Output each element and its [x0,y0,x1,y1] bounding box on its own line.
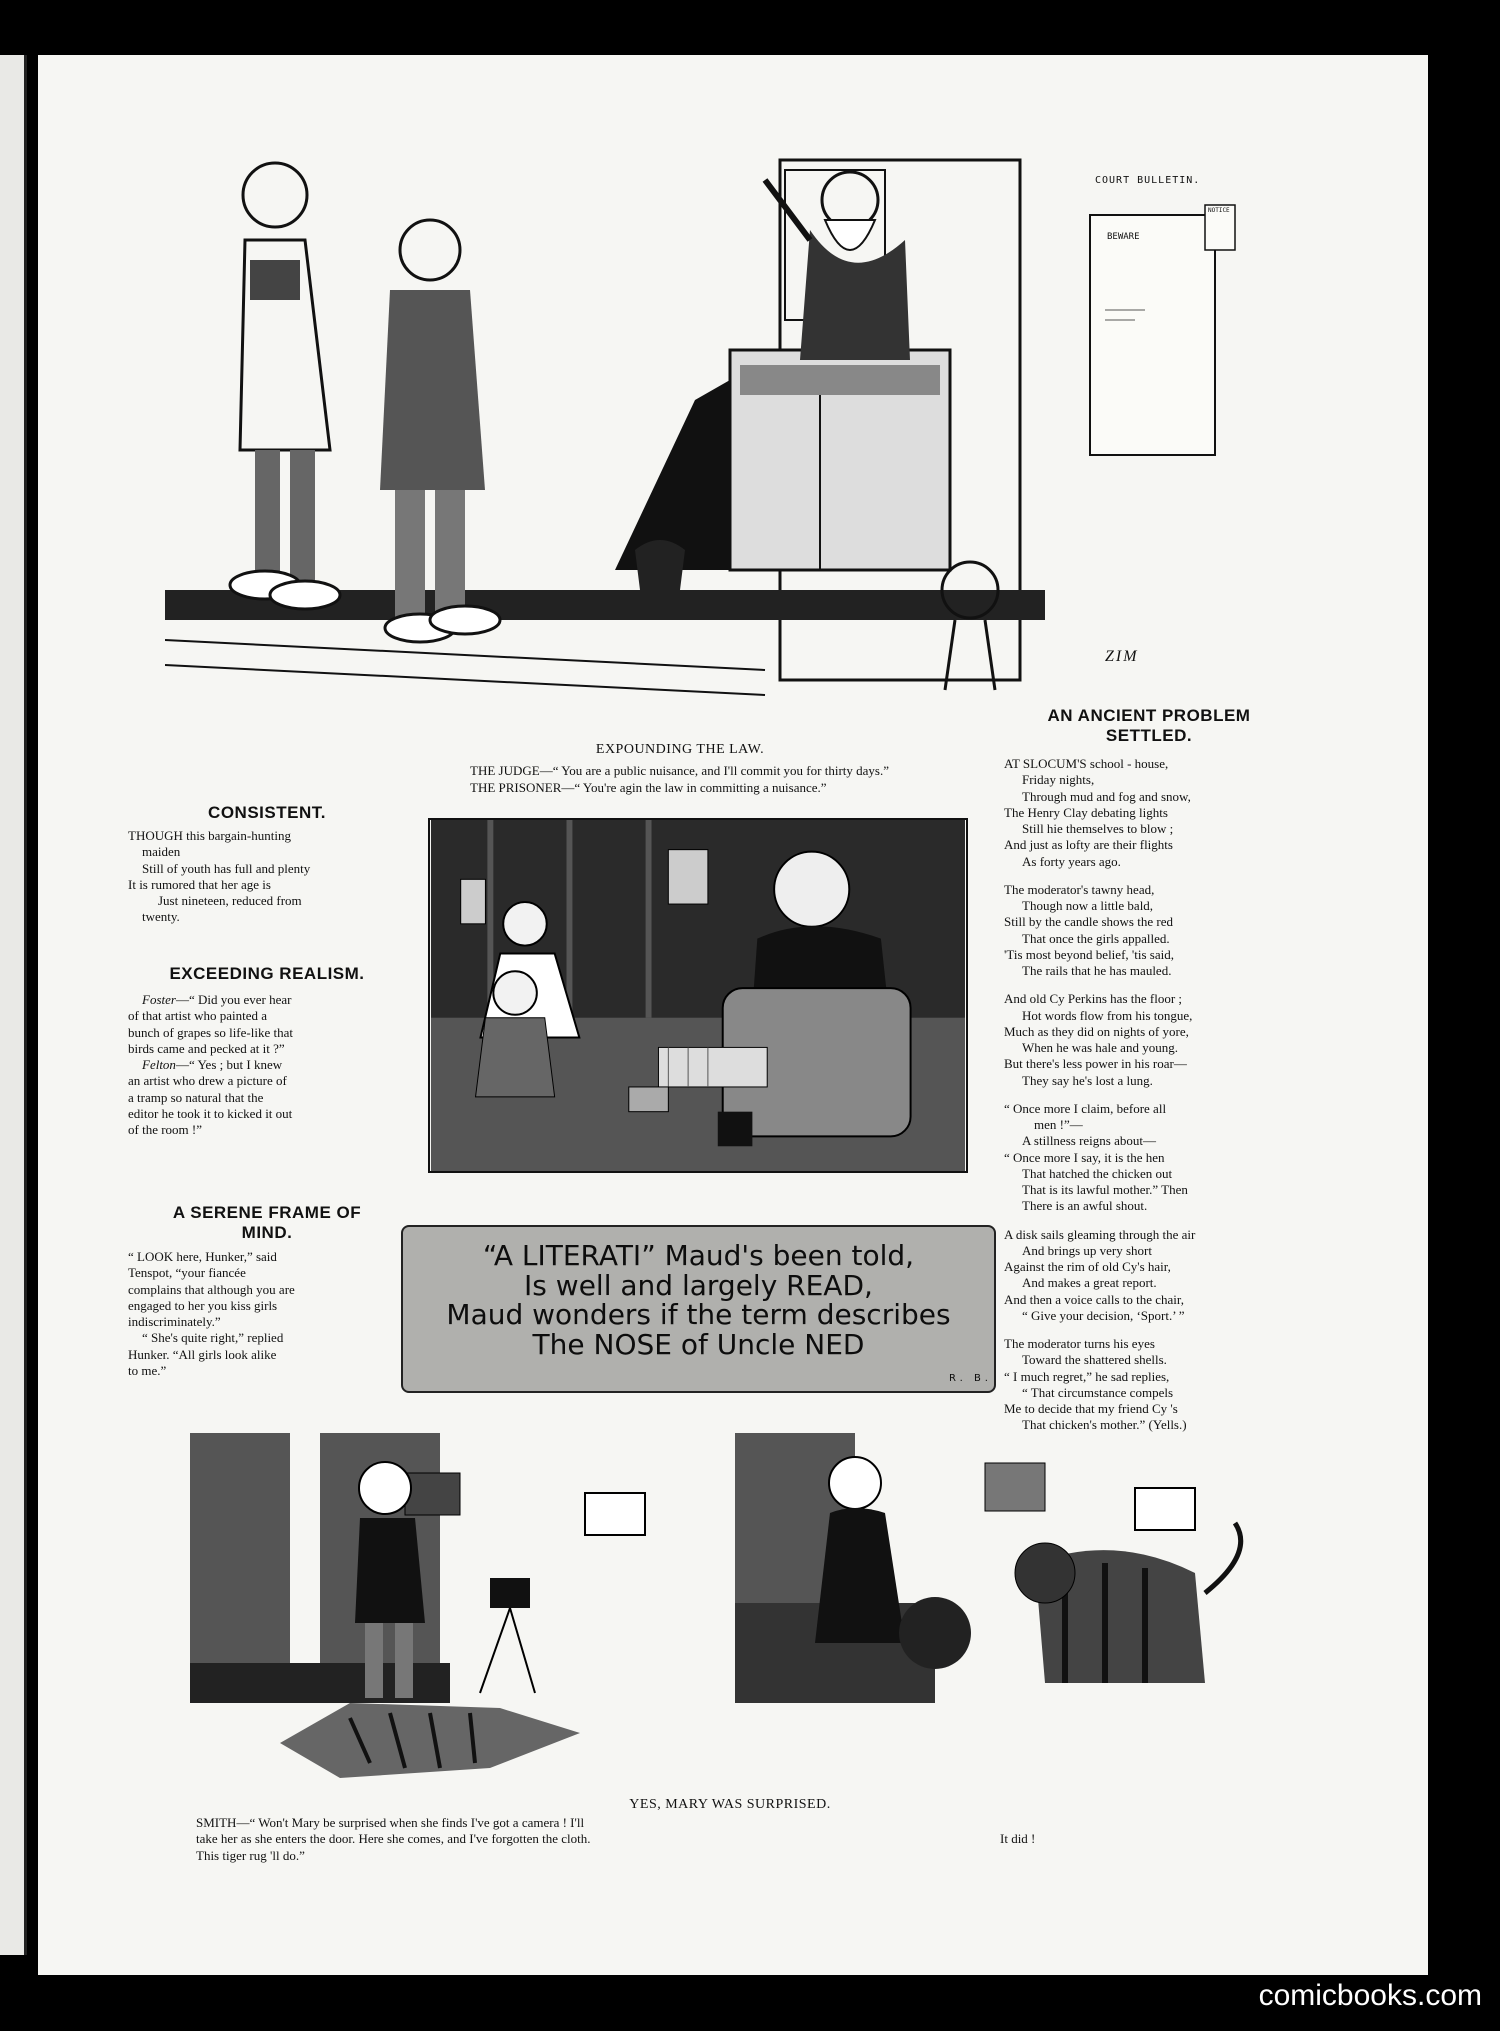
poem-line: And makes a great report. [1022,1275,1157,1291]
literati-line: The NOSE of Uncle NED [532,1328,865,1362]
poem-line: Toward the shattered shells. [1022,1352,1167,1368]
mary-panel-before [190,1433,730,1783]
serene-line: indiscriminately.” [128,1314,221,1329]
consistent-line: Just nineteen, reduced from [158,893,302,908]
court-bulletin-small-notice: NOTICE [1208,207,1230,214]
court-caption-title: EXPOUNDING THE LAW. [595,742,765,757]
felton-name: Felton [142,1057,176,1072]
literati-line: Is well and largely READ, [524,1268,873,1302]
felton-text: —“ Yes ; but I knew [175,1057,283,1072]
site-watermark: comicbooks.com [1258,1979,1482,2012]
literati-initials: R. B. [949,1373,992,1385]
poem-line: “ That circumstance compels [1022,1384,1174,1400]
poem-line: That hatched the chicken out [1022,1165,1173,1181]
court-bulletin-title: COURT BULLETIN. [1095,175,1201,186]
judge-line: —“ You are a public nuisance, and I'll commit you for thirty days.” [539,763,889,778]
artist-signature-zim: ZIM [1105,648,1139,665]
mary-caption-title: YES, MARY WAS SURPRISED. [629,1797,831,1812]
consistent-line: THOUGH this bargain-hunting [128,828,291,843]
consistent-line: twenty. [142,909,180,925]
poem-line: Much as they did on nights of yore, [1004,1023,1189,1039]
poem-line: The moderator's tawny head, [1004,881,1155,897]
poem-line: Against the rim of old Cy's hair, [1004,1259,1171,1274]
poem-line: Though now a little bald, [1022,898,1154,913]
screaming-mary-tiger-drawing [735,1433,1295,1783]
prisoner-line: —“ You're agin the law in committing a nuisance.” [561,780,827,795]
serene-frame-text [128,1249,406,1379]
poem-line: Friday nights, [1022,772,1095,788]
foster-text: —“ Did you ever hear [175,992,292,1007]
mary-caption-it-did: It did ! [1000,1831,1036,1846]
smith-text: —“ Won't Mary be surprised when she finds I've got a camera ! I'll [236,1815,585,1830]
court-bulletin-board [1085,170,1285,470]
court-caption-prisoner [470,780,827,796]
felton-line: an artist who drew a picture of [128,1073,287,1089]
poem-line: That is its lawful mother.” Then [1022,1182,1188,1197]
literati-line: Maud wonders if the term describes [446,1298,951,1332]
consistent-line: Still of youth has full and plenty [142,860,311,876]
exceeding-realism-heading: EXCEEDING REALISM. [169,964,365,983]
felton-line: editor he took it to kicked it out [128,1105,293,1121]
poem-line: That chicken's mother.” (Yells.) [1022,1417,1187,1433]
poem-line: And brings up very short [1022,1242,1152,1258]
poem-line: There is an awful shout. [1022,1198,1148,1214]
literati-verse-panel [401,1225,996,1393]
foster-line: bunch of grapes so life-like that [128,1024,293,1040]
serene-frame-heading [128,1203,406,1242]
foster-name: Foster [142,992,176,1007]
poem-line: “ Once more I claim, before all [1004,1100,1167,1116]
nursery-scene-drawing [430,820,966,1171]
ancient-title-line1: AN ANCIENT PROBLEM [1047,706,1251,725]
poem-line: The Henry Clay debating lights [1004,804,1168,820]
serene-line: “ LOOK here, Hunker,” said [128,1249,277,1264]
felton-line: of the room !” [128,1122,203,1137]
ancient-problem-poem [1004,756,1294,1447]
mary-panel-after [735,1433,1295,1783]
poem-line: And old Cy Perkins has the floor ; [1004,991,1183,1007]
uncle-ned-illustration [428,818,968,1173]
poem-line: Me to decide that my friend Cy 's [1004,1401,1178,1416]
smith-line: take her as she enters the door. Here she comes, and I've forgotten the cloth. [196,1831,591,1847]
court-cartoon-illustration [165,150,1045,710]
ancient-problem-heading [1004,706,1294,745]
foster-line: of that artist who painted a [128,1008,267,1024]
judge-speaker: THE JUDGE [470,763,540,778]
poem-line: The moderator turns his eyes [1004,1336,1155,1351]
poem-line: As forty years ago. [1022,853,1121,869]
exceeding-realism-text [128,992,406,1138]
smith-speaker: SMITH [196,1815,237,1830]
serene-line: “ She's quite right,” replied [142,1330,284,1346]
serene-line: engaged to her you kiss girls [128,1297,278,1313]
poem-line: “ I much regret,” he sad replies, [1004,1368,1170,1384]
serene-line: Tenspot, “your fiancée [128,1265,246,1281]
felton-line [128,1057,406,1073]
court-bulletin-notice: BEWARE [1107,232,1140,242]
poem-line: They say he's lost a lung. [1022,1072,1153,1088]
poem-line: And then a voice calls to the chair, [1004,1291,1184,1307]
poem-line: AT SLOCUM'S school - house, [1004,756,1169,771]
consistent-line: maiden [142,844,181,860]
poem-line: men !”— [1034,1117,1083,1132]
poem-line: A disk sails gleaming through the air [1004,1226,1196,1242]
serene-title-line1: A SERENE FRAME OF [172,1203,362,1222]
poem-line: “ Once more I say, it is the hen [1004,1149,1165,1165]
poem-line: But there's less power in his roar— [1004,1056,1187,1072]
ancient-title-line2: SETTLED. [1105,725,1193,745]
facing-page-edge [0,55,27,1955]
poem-line: A stillness reigns about— [1022,1133,1156,1149]
poem-line: “ Give your decision, ‘Sport.’ ” [1022,1307,1185,1323]
poem-line: Still by the candle shows the red [1004,914,1173,930]
consistent-line: It is rumored that her age is [128,876,271,892]
consistent-poem [128,828,406,926]
poem-line: Hot words flow from his tongue, [1022,1007,1193,1023]
poem-line: Still hie themselves to blow ; [1022,821,1174,836]
serene-title-line2: MIND. [241,1222,293,1242]
foster-line: birds came and pecked at it ?” [128,1040,285,1056]
foster-line [128,992,406,1008]
serene-line: complains that although you are [128,1281,295,1297]
poem-line: When he was hale and young. [1022,1040,1178,1055]
consistent-heading: CONSISTENT. [208,803,326,822]
serene-line: Hunker. “All girls look alike [128,1346,277,1362]
court-scene-drawing [165,150,1045,710]
camera-tiger-rug-drawing [190,1433,730,1783]
poem-line: The rails that he has mauled. [1022,963,1172,978]
poem-line: Through mud and fog and snow, [1022,788,1191,804]
serene-line: to me.” [128,1362,167,1378]
literati-line: “A LITERATI” Maud's been told, [482,1239,915,1272]
felton-line: a tramp so natural that the [128,1089,264,1105]
mary-caption-smith [196,1815,816,1864]
poem-line: 'Tis most beyond belief, 'tis said, [1004,946,1174,962]
smith-line [196,1815,816,1831]
poem-line: That once the girls appalled. [1022,930,1170,946]
prisoner-speaker: THE PRISONER [470,780,562,795]
smith-line: This tiger rug 'll do.” [196,1847,305,1863]
poem-line: And just as lofty are their flights [1004,837,1173,853]
court-caption-judge [470,763,889,779]
